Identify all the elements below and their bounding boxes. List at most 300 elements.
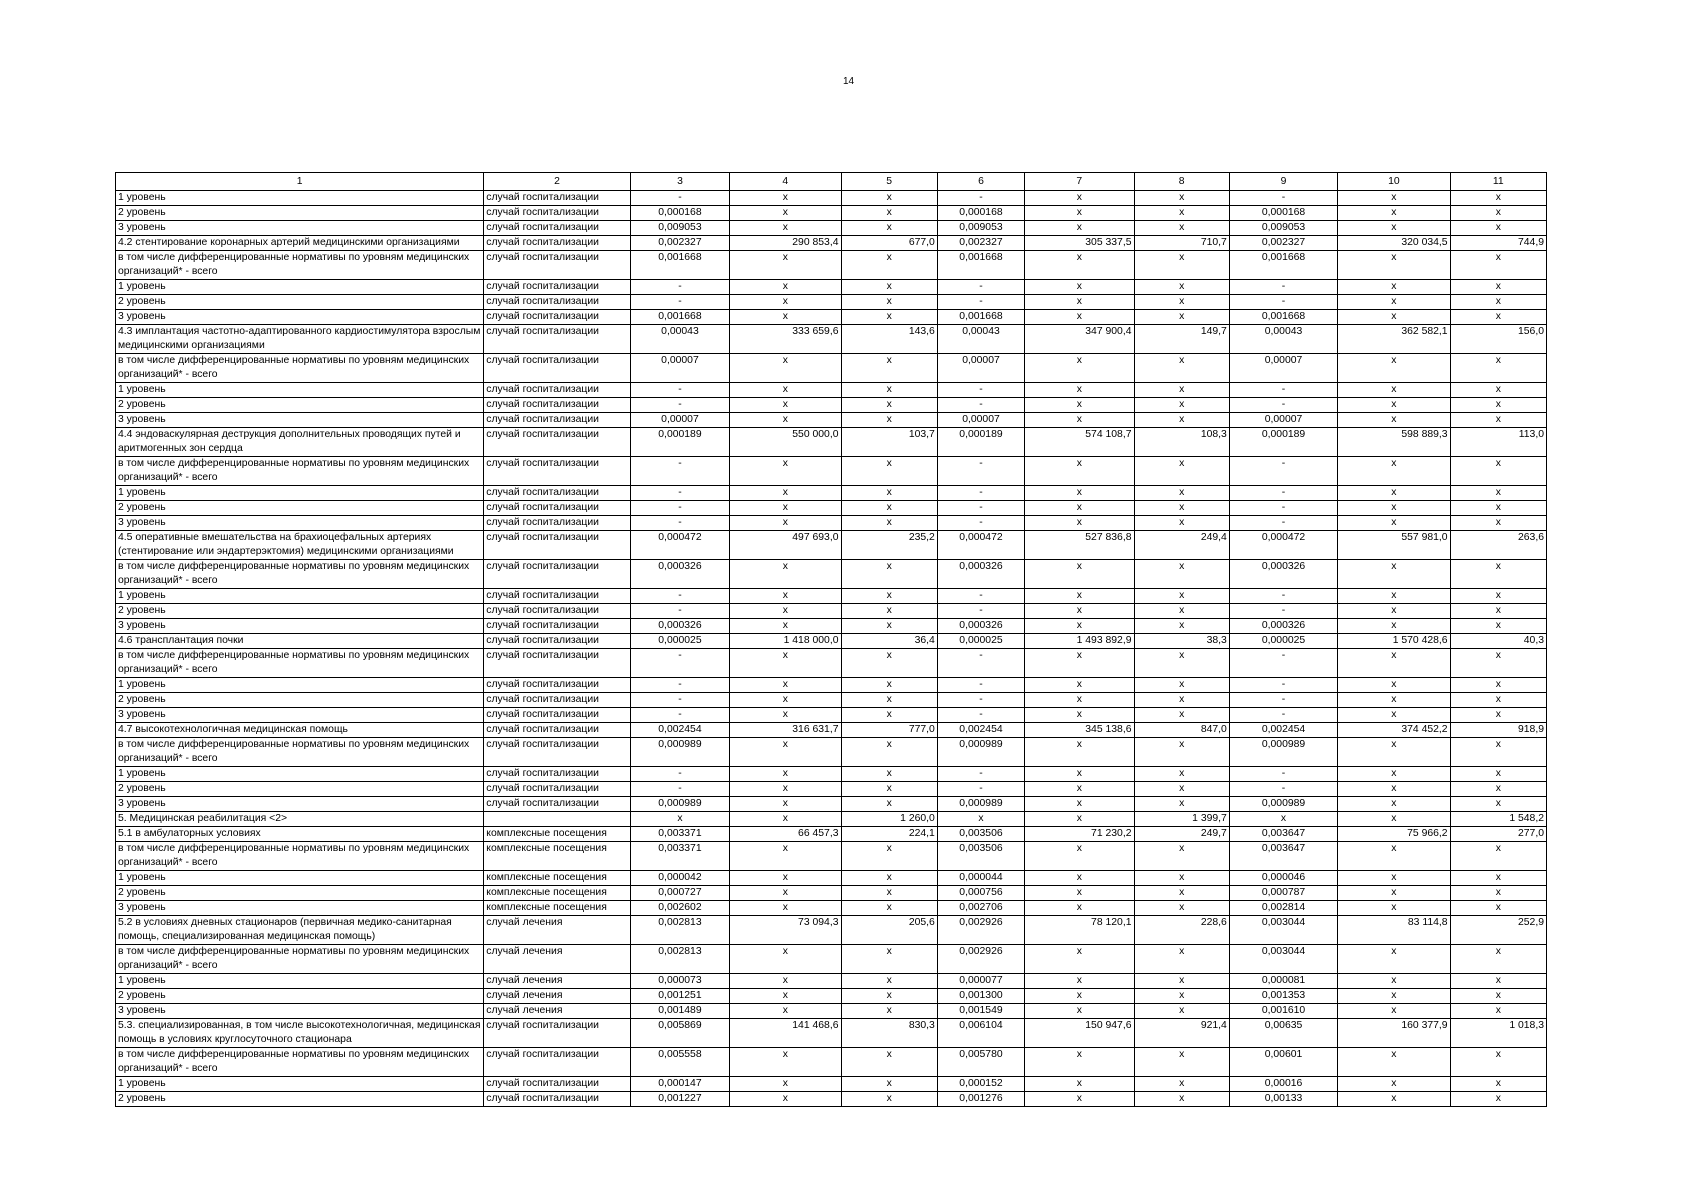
table-cell: 305 337,5 — [1025, 236, 1134, 251]
table-cell: x — [841, 797, 937, 812]
table-cell: x — [841, 457, 937, 486]
table-cell: x — [937, 812, 1024, 827]
table-cell: - — [937, 457, 1024, 486]
table-cell: - — [1229, 782, 1337, 797]
table-cell: 0,000326 — [1229, 619, 1337, 634]
table-cell: x — [1450, 678, 1546, 693]
table-cell: x — [1134, 413, 1229, 428]
table-cell: комплексные посещения — [484, 842, 631, 871]
table-cell: 0,000077 — [937, 974, 1024, 989]
table-cell: x — [730, 251, 841, 280]
table-cell: случай госпитализации — [484, 236, 631, 251]
table-cell: x — [730, 619, 841, 634]
table-cell: x — [1025, 560, 1134, 589]
table-cell: 71 230,2 — [1025, 827, 1134, 842]
table-cell: случай госпитализации — [484, 516, 631, 531]
table-cell: 263,6 — [1450, 531, 1546, 560]
table-cell: x — [1450, 295, 1546, 310]
table-cell: x — [841, 693, 937, 708]
table-cell: 38,3 — [1134, 634, 1229, 649]
table-cell: - — [937, 589, 1024, 604]
table-cell: 0,002454 — [937, 723, 1024, 738]
table-cell: случай госпитализации — [484, 1077, 631, 1092]
table-cell: 0,00007 — [1229, 354, 1337, 383]
table-cell: x — [841, 974, 937, 989]
table-cell: 0,001668 — [630, 310, 729, 325]
table-row — [116, 738, 1547, 767]
table-cell: 1 399,7 — [1134, 812, 1229, 827]
table-row — [116, 634, 1547, 649]
table-cell: x — [730, 1077, 841, 1092]
table-cell: случай госпитализации — [484, 619, 631, 634]
table-cell: 0,000073 — [630, 974, 729, 989]
table-cell: 497 693,0 — [730, 531, 841, 560]
table-cell: x — [1450, 206, 1546, 221]
table-cell: x — [841, 589, 937, 604]
table-cell: x — [841, 280, 937, 295]
table-row — [116, 974, 1547, 989]
table-cell: 0,000147 — [630, 1077, 729, 1092]
table-cell: - — [630, 767, 729, 782]
table-cell: 149,7 — [1134, 325, 1229, 354]
table-cell: 0,001668 — [630, 251, 729, 280]
table-cell: x — [1134, 383, 1229, 398]
table-row — [116, 842, 1547, 871]
table-cell: 235,2 — [841, 531, 937, 560]
table-cell: случай госпитализации — [484, 251, 631, 280]
column-header-3: 3 — [630, 173, 729, 191]
table-cell: x — [1134, 486, 1229, 501]
table-cell: x — [1338, 1092, 1450, 1107]
table-cell: x — [730, 191, 841, 206]
table-cell: случай госпитализации — [484, 1092, 631, 1107]
table-cell: - — [630, 398, 729, 413]
table-cell: случай госпитализации — [484, 634, 631, 649]
table-cell: 249,7 — [1134, 827, 1229, 842]
table-cell: 1 уровень — [116, 974, 484, 989]
table-cell: 1 418 000,0 — [730, 634, 841, 649]
table-cell: x — [1025, 589, 1134, 604]
table-cell: 3 уровень — [116, 1004, 484, 1019]
table-cell: 83 114,8 — [1338, 916, 1450, 945]
table-cell: x — [1450, 871, 1546, 886]
table-cell: в том числе дифференцированные нормативы по уровням медицинских организаций* - всего — [116, 1048, 484, 1077]
table-cell: 4.6 трансплантация почки — [116, 634, 484, 649]
table-cell: x — [841, 604, 937, 619]
table-cell: 0,002926 — [937, 945, 1024, 974]
table-cell: 141 468,6 — [730, 1019, 841, 1048]
table-cell: x — [841, 1004, 937, 1019]
table-cell: x — [841, 1077, 937, 1092]
table-cell: x — [1338, 413, 1450, 428]
table-cell: x — [730, 767, 841, 782]
table-cell: случай госпитализации — [484, 738, 631, 767]
table-row — [116, 191, 1547, 206]
table-cell: случай госпитализации — [484, 678, 631, 693]
table-cell: 0,000189 — [1229, 428, 1337, 457]
table-cell: x — [730, 413, 841, 428]
table-cell: x — [1134, 560, 1229, 589]
table-cell: случай госпитализации — [484, 191, 631, 206]
table-cell: - — [937, 501, 1024, 516]
table-row — [116, 354, 1547, 383]
table-cell: x — [1134, 678, 1229, 693]
table-cell: x — [1025, 1077, 1134, 1092]
table-cell: x — [730, 604, 841, 619]
table-cell: x — [730, 206, 841, 221]
table-cell: - — [937, 767, 1024, 782]
table-row — [116, 280, 1547, 295]
table-cell: x — [1338, 398, 1450, 413]
table-cell: x — [1450, 486, 1546, 501]
table-cell: x — [1338, 842, 1450, 871]
table-cell: x — [730, 398, 841, 413]
table-cell: - — [630, 501, 729, 516]
table-cell: x — [1134, 1004, 1229, 1019]
table-cell: x — [1134, 974, 1229, 989]
table-cell: x — [1025, 812, 1134, 827]
table-cell: 1 260,0 — [841, 812, 937, 827]
table-cell: x — [1338, 812, 1450, 827]
table-cell: 710,7 — [1134, 236, 1229, 251]
table-cell: комплексные посещения — [484, 886, 631, 901]
table-cell: 744,9 — [1450, 236, 1546, 251]
table-cell: x — [1025, 383, 1134, 398]
table-cell: x — [1134, 206, 1229, 221]
table-cell: x — [1025, 767, 1134, 782]
table-cell: x — [730, 280, 841, 295]
table-cell: x — [841, 516, 937, 531]
table-cell: x — [1338, 945, 1450, 974]
table-cell: 0,002814 — [1229, 901, 1337, 916]
table-cell: x — [841, 842, 937, 871]
table-cell: - — [630, 589, 729, 604]
table-cell: 0,000989 — [630, 738, 729, 767]
table-cell: 78 120,1 — [1025, 916, 1134, 945]
table-cell: случай лечения — [484, 916, 631, 945]
table-cell: случай лечения — [484, 945, 631, 974]
table-cell: x — [730, 945, 841, 974]
table-cell: случай госпитализации — [484, 413, 631, 428]
table-cell: 0,000989 — [937, 738, 1024, 767]
table-cell: 0,001227 — [630, 1092, 729, 1107]
table-cell: 1 018,3 — [1450, 1019, 1546, 1048]
table-cell: x — [841, 206, 937, 221]
table-cell: 3 уровень — [116, 516, 484, 531]
table-cell: x — [1338, 295, 1450, 310]
table-cell: x — [841, 619, 937, 634]
table-cell: x — [841, 501, 937, 516]
table-cell: x — [1450, 901, 1546, 916]
table-cell: x — [841, 678, 937, 693]
table-cell: 598 889,3 — [1338, 428, 1450, 457]
table-cell: 0,002327 — [937, 236, 1024, 251]
table-cell: x — [1450, 1048, 1546, 1077]
table-cell: x — [730, 886, 841, 901]
table-cell: 0,003044 — [1229, 945, 1337, 974]
table-cell: случай госпитализации — [484, 280, 631, 295]
table-cell: случай лечения — [484, 989, 631, 1004]
table-cell: - — [630, 383, 729, 398]
table-cell: x — [1134, 604, 1229, 619]
table-cell: x — [1025, 457, 1134, 486]
table-cell: x — [841, 767, 937, 782]
table-cell: x — [1450, 649, 1546, 678]
table-row — [116, 236, 1547, 251]
table-cell: x — [1025, 619, 1134, 634]
table-cell: 249,4 — [1134, 531, 1229, 560]
table-cell: x — [730, 457, 841, 486]
column-header-5: 5 — [841, 173, 937, 191]
table-cell: x — [1134, 589, 1229, 604]
table-cell: 0,00043 — [937, 325, 1024, 354]
table-row — [116, 1048, 1547, 1077]
table-cell: 73 094,3 — [730, 916, 841, 945]
table-row — [116, 797, 1547, 812]
table-cell: x — [1450, 842, 1546, 871]
table-cell: 0,000727 — [630, 886, 729, 901]
table-cell: x — [1338, 708, 1450, 723]
table-cell: x — [1134, 989, 1229, 1004]
table-cell: случай госпитализации — [484, 693, 631, 708]
table-cell: x — [730, 1004, 841, 1019]
table-cell: 4.2 стентирование коронарных артерий медицинскими организациями — [116, 236, 484, 251]
table-cell: случай госпитализации — [484, 708, 631, 723]
table-cell: 0,001276 — [937, 1092, 1024, 1107]
table-cell: x — [1134, 782, 1229, 797]
table-cell: 4.4 эндоваскулярная деструкция дополнительных проводящих путей и аритмогенных зон сердца — [116, 428, 484, 457]
table-cell: x — [1450, 354, 1546, 383]
table-cell: x — [1450, 251, 1546, 280]
table-row — [116, 989, 1547, 1004]
table-row — [116, 827, 1547, 842]
table-cell: 0,002926 — [937, 916, 1024, 945]
table-cell: x — [1338, 767, 1450, 782]
table-cell: 0,00043 — [1229, 325, 1337, 354]
table-cell: 0,002706 — [937, 901, 1024, 916]
table-row — [116, 221, 1547, 236]
table-row — [116, 916, 1547, 945]
table-cell: 160 377,9 — [1338, 1019, 1450, 1048]
table-cell: 1 уровень — [116, 871, 484, 886]
table-cell: 0,000472 — [630, 531, 729, 560]
table-cell: x — [730, 501, 841, 516]
table-cell: x — [1450, 974, 1546, 989]
table-cell: случай госпитализации — [484, 486, 631, 501]
table-cell: x — [730, 989, 841, 1004]
table-cell: x — [730, 693, 841, 708]
table-cell: x — [730, 842, 841, 871]
table-cell: 2 уровень — [116, 501, 484, 516]
table-cell: x — [1025, 708, 1134, 723]
table-cell: x — [730, 589, 841, 604]
table-cell: x — [1338, 1004, 1450, 1019]
table-cell: x — [730, 221, 841, 236]
table-cell: x — [1450, 782, 1546, 797]
table-cell: 108,3 — [1134, 428, 1229, 457]
table-cell: 0,005869 — [630, 1019, 729, 1048]
table-cell: x — [1025, 221, 1134, 236]
table-cell: x — [1450, 191, 1546, 206]
table-cell: 0,000326 — [630, 619, 729, 634]
table-cell: x — [1338, 604, 1450, 619]
table-cell: x — [1338, 693, 1450, 708]
table-cell: - — [1229, 708, 1337, 723]
table-cell: 0,001668 — [937, 310, 1024, 325]
table-cell: x — [1338, 989, 1450, 1004]
table-cell: x — [1025, 1092, 1134, 1107]
table-cell: - — [1229, 501, 1337, 516]
table-cell: x — [1450, 280, 1546, 295]
table-row — [116, 501, 1547, 516]
table-cell: x — [730, 708, 841, 723]
table-cell: - — [1229, 678, 1337, 693]
table-cell: 0,000042 — [630, 871, 729, 886]
table-cell: 0,000989 — [1229, 738, 1337, 767]
table-cell: 0,00016 — [1229, 1077, 1337, 1092]
table-cell: x — [841, 989, 937, 1004]
table-cell: x — [730, 1092, 841, 1107]
table-cell: 2 уровень — [116, 206, 484, 221]
table-cell: случай госпитализации — [484, 560, 631, 589]
table-cell: x — [1025, 901, 1134, 916]
table-cell: 5.3. специализированная, в том числе высокотехнологичная, медицинская помощь в условиях круглосуточного стационара — [116, 1019, 484, 1048]
table-row — [116, 649, 1547, 678]
table-cell: x — [1025, 649, 1134, 678]
table-cell: x — [730, 486, 841, 501]
table-cell: 0,003506 — [937, 842, 1024, 871]
table-cell: x — [841, 1092, 937, 1107]
table-cell: 0,002454 — [1229, 723, 1337, 738]
table-cell: 0,005780 — [937, 1048, 1024, 1077]
table-cell: 2 уровень — [116, 295, 484, 310]
table-cell: 0,000472 — [1229, 531, 1337, 560]
table-cell: 0,000989 — [630, 797, 729, 812]
table-cell: x — [1450, 619, 1546, 634]
table-cell: в том числе дифференцированные нормативы по уровням медицинских организаций* - всего — [116, 251, 484, 280]
table-cell: в том числе дифференцированные нормативы по уровням медицинских организаций* - всего — [116, 842, 484, 871]
table-row — [116, 383, 1547, 398]
table-cell: 3 уровень — [116, 310, 484, 325]
table-row — [116, 1077, 1547, 1092]
table-cell: x — [841, 886, 937, 901]
table-cell: 1 уровень — [116, 280, 484, 295]
table-cell: - — [937, 678, 1024, 693]
table-cell: 143,6 — [841, 325, 937, 354]
table-cell: x — [1338, 886, 1450, 901]
table-cell: x — [1338, 871, 1450, 886]
table-cell: x — [730, 295, 841, 310]
table-cell: 0,000756 — [937, 886, 1024, 901]
table-cell: x — [1338, 1077, 1450, 1092]
table-cell: комплексные посещения — [484, 827, 631, 842]
table-cell: случай госпитализации — [484, 206, 631, 221]
table-cell: 2 уровень — [116, 693, 484, 708]
table-cell: x — [1134, 693, 1229, 708]
table-cell: 0,000046 — [1229, 871, 1337, 886]
table-cell: x — [1025, 989, 1134, 1004]
table-cell: x — [730, 516, 841, 531]
table-cell: 374 452,2 — [1338, 723, 1450, 738]
column-header-4: 4 — [730, 173, 841, 191]
table-cell: x — [1134, 797, 1229, 812]
table-cell: x — [841, 191, 937, 206]
table-cell: x — [1134, 501, 1229, 516]
table-cell: x — [1338, 310, 1450, 325]
table-cell: 150 947,6 — [1025, 1019, 1134, 1048]
table-cell: 0,000168 — [1229, 206, 1337, 221]
table-cell: 3 уровень — [116, 901, 484, 916]
column-header-9: 9 — [1229, 173, 1337, 191]
table-cell: случай госпитализации — [484, 501, 631, 516]
table-cell: 847,0 — [1134, 723, 1229, 738]
table-cell: x — [1025, 871, 1134, 886]
table-cell: случай госпитализации — [484, 325, 631, 354]
table-cell: 0,00007 — [630, 413, 729, 428]
table-row — [116, 901, 1547, 916]
table-cell: x — [730, 901, 841, 916]
table-cell: x — [1450, 589, 1546, 604]
table-cell: - — [1229, 280, 1337, 295]
table-cell: 0,000189 — [630, 428, 729, 457]
table-cell: x — [1450, 693, 1546, 708]
table-cell: случай лечения — [484, 1004, 631, 1019]
table-cell: 1 уровень — [116, 1077, 484, 1092]
table-cell: 527 836,8 — [1025, 531, 1134, 560]
table-cell: - — [937, 295, 1024, 310]
table-cell: 0,003647 — [1229, 827, 1337, 842]
table-cell: x — [1450, 945, 1546, 974]
table-cell: 156,0 — [1450, 325, 1546, 354]
table-cell: x — [1450, 310, 1546, 325]
table-cell: x — [1450, 708, 1546, 723]
table-cell: x — [841, 383, 937, 398]
table-cell: случай госпитализации — [484, 604, 631, 619]
table-cell: в том числе дифференцированные нормативы по уровням медицинских организаций* - всего — [116, 354, 484, 383]
table-cell: 557 981,0 — [1338, 531, 1450, 560]
table-cell: x — [841, 649, 937, 678]
table-cell: x — [1134, 649, 1229, 678]
table-cell: случай лечения — [484, 974, 631, 989]
table-cell: x — [841, 708, 937, 723]
table-cell: x — [730, 354, 841, 383]
table-cell: 0,000989 — [937, 797, 1024, 812]
table-cell: x — [1025, 1004, 1134, 1019]
table-cell: 0,002813 — [630, 945, 729, 974]
table-row — [116, 708, 1547, 723]
table-cell: x — [1338, 501, 1450, 516]
table-row — [116, 428, 1547, 457]
table-cell: 3 уровень — [116, 797, 484, 812]
table-row — [116, 1019, 1547, 1048]
table-cell: 320 034,5 — [1338, 236, 1450, 251]
table-cell: в том числе дифференцированные нормативы по уровням медицинских организаций* - всего — [116, 457, 484, 486]
table-cell: 0,00007 — [937, 413, 1024, 428]
table-cell: x — [1338, 280, 1450, 295]
table-cell: x — [1134, 738, 1229, 767]
table-cell: 0,001610 — [1229, 1004, 1337, 1019]
table-cell: 0,005558 — [630, 1048, 729, 1077]
table-cell: x — [1025, 693, 1134, 708]
table-cell: 2 уровень — [116, 989, 484, 1004]
table-cell: x — [1025, 191, 1134, 206]
table-cell: 0,002813 — [630, 916, 729, 945]
table-cell: случай госпитализации — [484, 649, 631, 678]
table-cell: - — [1229, 649, 1337, 678]
table-cell: 0,001300 — [937, 989, 1024, 1004]
table-cell: 0,000326 — [937, 560, 1024, 589]
table-cell: x — [841, 310, 937, 325]
